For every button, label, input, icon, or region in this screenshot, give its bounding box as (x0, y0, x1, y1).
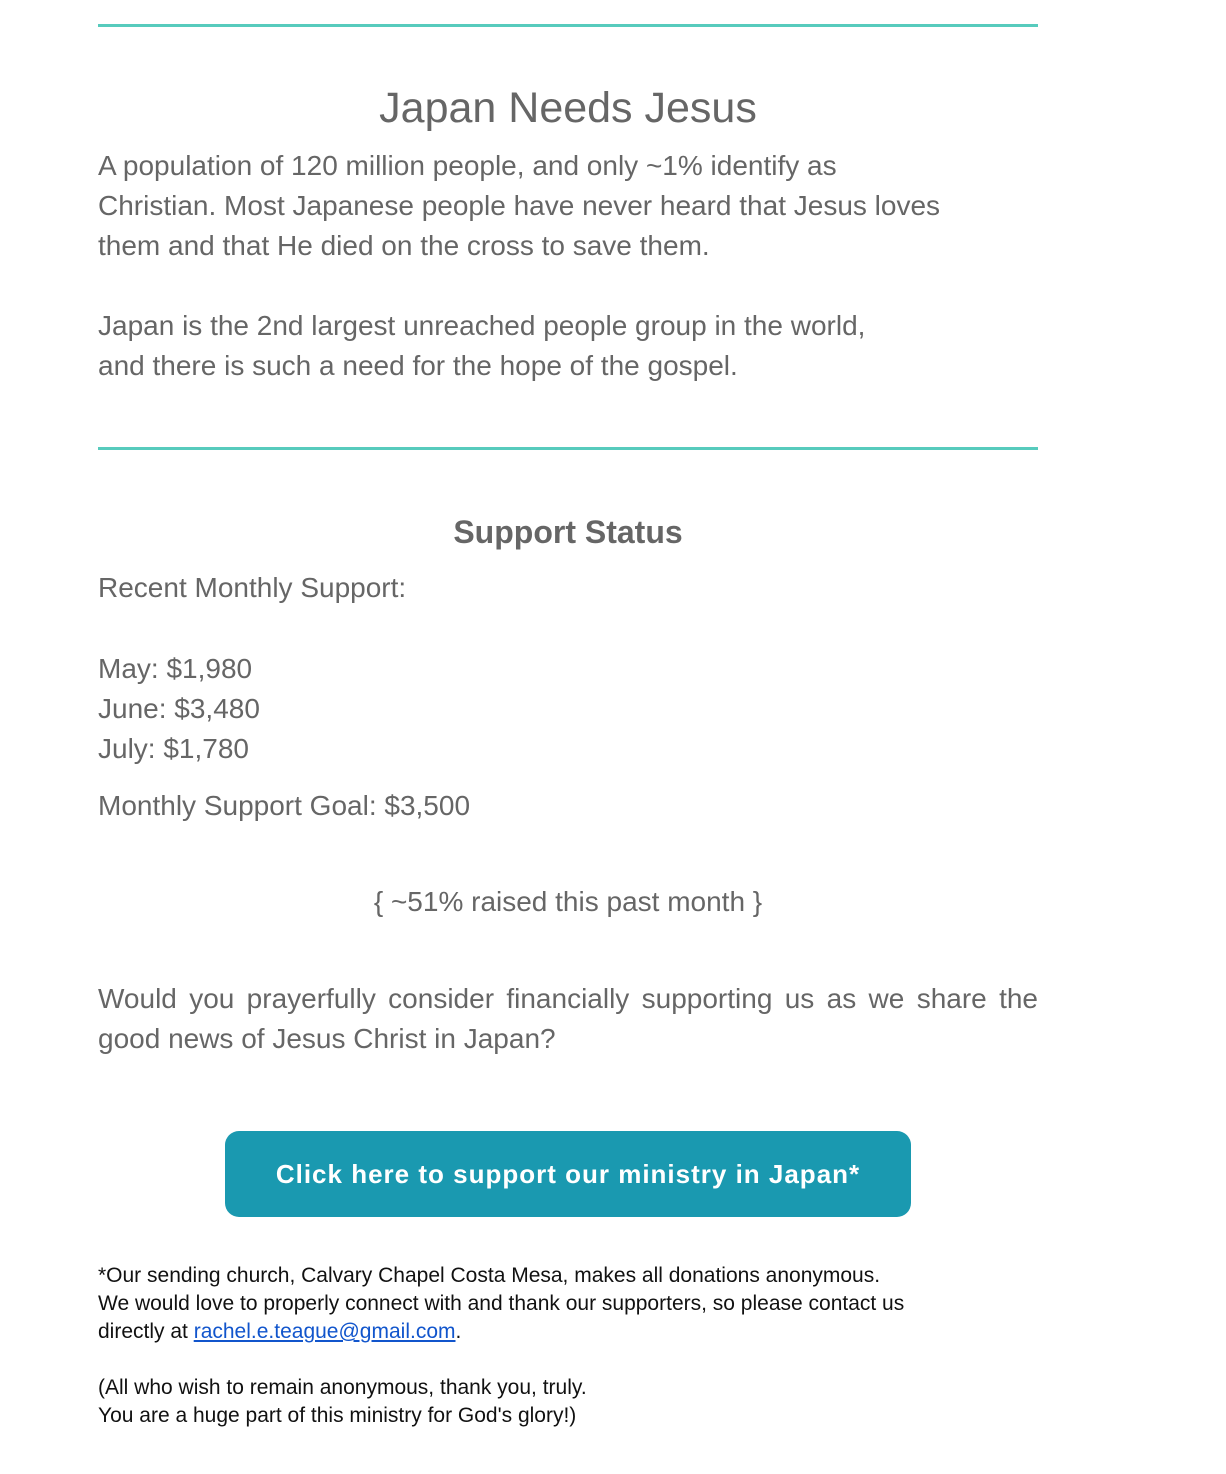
intro-paragraph-2-line-2: and there is such a need for the hope of the gospel. (98, 350, 738, 381)
support-request-text: Would you prayerfully consider financially supporting us as we share the good news of Jesus Christ in Japan? (98, 983, 1038, 1054)
intro-paragraph-2 (98, 306, 1038, 386)
support-month-may: May: $1,980 (98, 653, 253, 684)
raised-percentage: { ~51% raised this past month } (373, 886, 763, 917)
footnote-spacer (98, 1346, 1038, 1374)
intro-paragraph-1-line-1: A population of 120 million people, and only ~1% identify as (98, 150, 837, 181)
intro-paragraph-1-line-2: Christian. Most Japanese people have never heard that Jesus loves (98, 190, 941, 221)
intro-paragraph-1-line-3: them and that He died on the cross to save them. (98, 230, 710, 261)
footnote-line-3 (98, 1318, 1038, 1346)
support-goal: Monthly Support Goal: $3,500 (98, 790, 471, 821)
footnote-line-5: You are a huge part of this ministry for God's glory!) (98, 1404, 577, 1427)
footnote-line-1: *Our sending church, Calvary Chapel Costa Mesa, makes all donations anonymous. (98, 1264, 881, 1287)
top-divider (98, 24, 1038, 27)
support-month-july: July: $1,780 (98, 733, 249, 764)
footnote-line-4: (All who wish to remain anonymous, thank you, truly. (98, 1376, 587, 1399)
contact-email-link[interactable]: rachel.e.teague@gmail.com (193, 1320, 456, 1343)
middle-divider (98, 447, 1038, 450)
support-ministry-button[interactable] (225, 1131, 911, 1217)
section-title-support: Support Status (453, 514, 683, 550)
footnote-line-2: We would love to properly connect with and thank our supporters, so please contact us (98, 1292, 905, 1315)
intro-paragraph-1 (98, 146, 1038, 266)
section-title-japan: Japan Needs Jesus (379, 84, 757, 132)
footnote-line-3-prefix: directly at (98, 1320, 194, 1343)
donation-footnote (98, 1262, 1038, 1430)
intro-paragraph-2-line-1: Japan is the 2nd largest unreached people group in the world, (98, 310, 866, 341)
recent-support-label: Recent Monthly Support: (98, 572, 407, 603)
footnote-line-3-suffix: . (455, 1320, 462, 1343)
support-month-june: June: $3,480 (98, 693, 260, 724)
support-ministry-button-label: Click here to support our ministry in Japan* (275, 1158, 861, 1189)
